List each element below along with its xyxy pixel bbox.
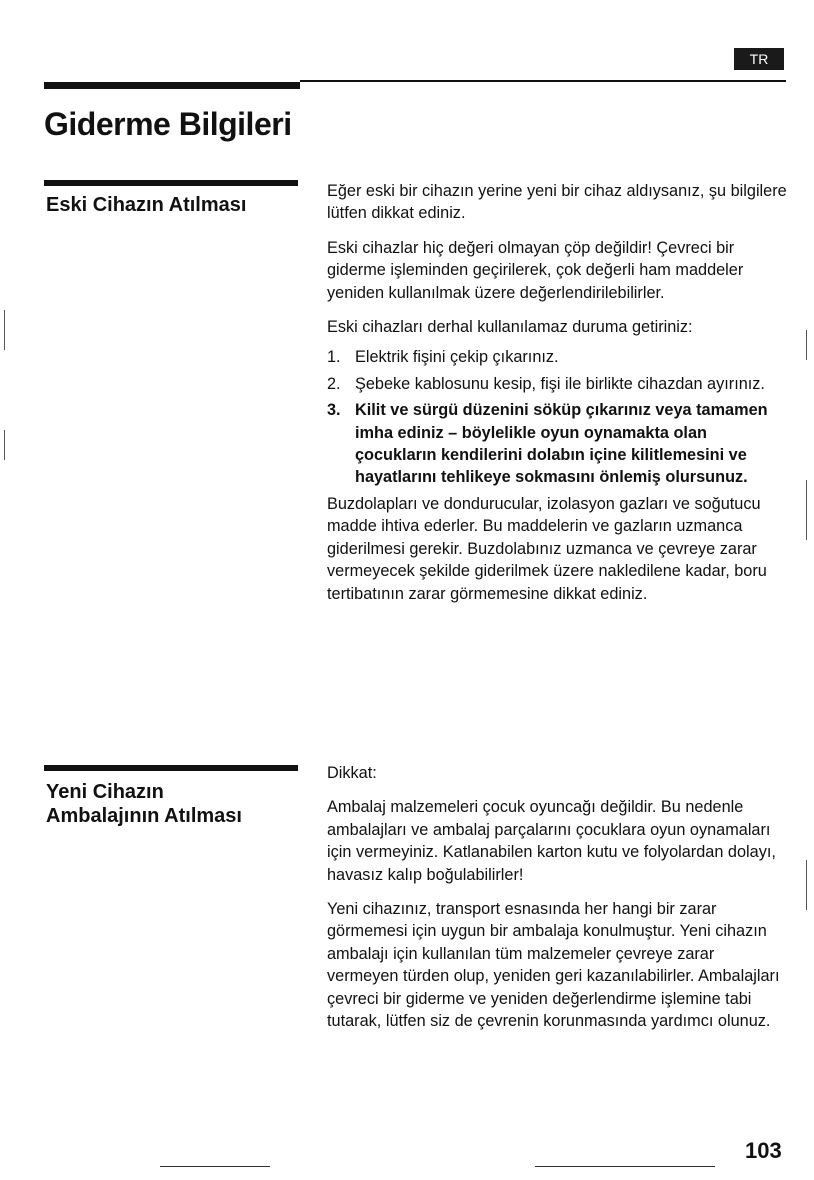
step-number: 2. xyxy=(327,374,341,393)
language-badge: TR xyxy=(734,48,784,70)
attention-label: Dikkat: xyxy=(327,764,377,782)
section2-rule xyxy=(44,765,298,771)
section2-body xyxy=(327,762,789,1044)
section2-heading-line2: Ambalajının Atılması xyxy=(46,805,242,827)
section2-para1: Ambalaj malzemeleri çocuk oyuncağı değildir. Bu nedenle ambalajları ve ambalaj parçalarını çocuklara oyun oynamaları için vermeyiniz. Katlanabilen karton kutu ve folyolardan dolayı, havasız kalıp boğulabilirler! xyxy=(327,798,776,884)
scan-edge-mark xyxy=(806,480,807,540)
scan-edge-mark xyxy=(4,430,5,460)
step-text: Şebeke kablosunu kesip, fişi ile birlikte cihazdan ayırınız. xyxy=(355,374,765,393)
step-text: Elektrik fişini çekip çıkarınız. xyxy=(355,348,559,367)
section1-body xyxy=(327,180,789,617)
page-title: Giderme Bilgileri xyxy=(44,106,292,142)
scan-edge-mark xyxy=(4,310,5,350)
section1-intro: Eğer eski bir cihazın yerine yeni bir cihaz aldıysanız, şu bilgilere lütfen dikkat ediniz. xyxy=(327,182,787,223)
step-text: Kilit ve sürgü düzenini söküp çıkarınız veya tamamen imha ediniz – böylelikle oyun oynamakta olan çocukların kendilerini dolabın içine kilitlemesini ve hayatlarını tehlikeye sokmasını önlemiş olursunuz. xyxy=(355,401,768,487)
footer-rule xyxy=(535,1166,715,1167)
section1-para2: Eski cihazları derhal kullanılamaz duruma getiriniz: xyxy=(327,318,693,337)
header-rule-thick xyxy=(44,82,300,89)
section1-rule xyxy=(44,180,298,186)
list-item xyxy=(327,399,789,489)
list-item xyxy=(327,373,789,395)
list-item xyxy=(327,346,789,368)
scan-edge-mark xyxy=(806,860,807,910)
section1-heading: Eski Cihazın Atılması xyxy=(46,194,247,216)
header-rule-thin xyxy=(300,80,786,82)
section1-para1: Eski cihazlar hiç değeri olmayan çöp değildir! Çevreci bir giderme işleminden geçirilerek, çok değerli ham maddeler yeniden kullanılmak üzere değerlendirilebilirler. xyxy=(327,238,744,302)
section2-heading xyxy=(46,780,242,828)
section2-para2: Yeni cihazınız, transport esnasında her hangi bir zarar görmemesi için uygun bir ambalaja konulmuştur. Yeni cihazın ambalajı için kullanılan tüm malzemeler çevreye zarar vermeyen türden olup, yeniden geri kazanılabilirler. Ambalajları çevreci bir giderme ve yeniden değerlendirme işlemine tabi tutarak, lütfen siz de çevrenin korunmasında yardımcı olunuz. xyxy=(327,900,780,1031)
section2-heading-line1: Yeni Cihazın xyxy=(46,781,164,803)
section1-para3: Buzdolapları ve dondurucular, izolasyon gazları ve soğutucu madde ihtiva ederler. Bu maddelerin ve gazların uzmanca giderilmesi gerekir. Buzdolabınız uzmanca ve çevreye zarar vermeyecek şekilde giderilmek üzere nakledilene kadar, boru tertibatının zarar görmemesine dikkat ediniz. xyxy=(327,494,767,603)
footer-rule xyxy=(160,1166,270,1167)
page-number: 103 xyxy=(745,1138,782,1163)
disposal-steps-list xyxy=(327,346,789,488)
scan-edge-mark xyxy=(806,330,807,360)
step-number: 3. xyxy=(327,401,341,420)
step-number: 1. xyxy=(327,348,341,367)
